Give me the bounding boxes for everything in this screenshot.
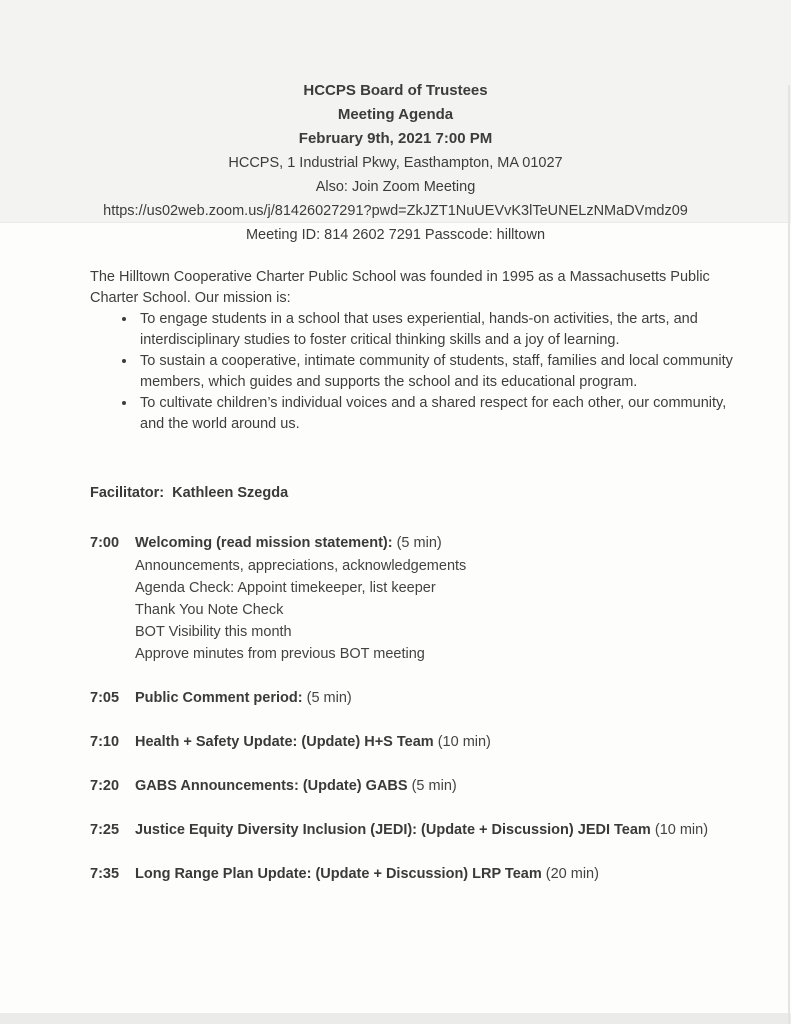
agenda-item-duration: (10 min) <box>654 822 709 838</box>
agenda-item-duration: (5 min) <box>411 778 457 794</box>
agenda-subitem-list <box>135 555 750 665</box>
facilitator-name: Kathleen Szegda <box>172 485 289 501</box>
agenda-item-title: Health + Safety Update: (Update) H+S Team <box>135 734 434 750</box>
mission-bullet: • To engage students in a school that uses experiential, hands-on activities, the arts, and interdisciplinary studies to foster critical thinking skills and a joy of learning. <box>137 309 736 351</box>
agenda-subitem: Thank You Note Check <box>135 602 284 618</box>
agenda-time: 7:10 <box>90 734 120 750</box>
agenda-subitem: Approve minutes from previous BOT meeting <box>135 646 425 662</box>
agenda-item-body <box>135 533 750 665</box>
mission-bullet: • To cultivate children’s individual voices and a shared respect for each other, our community, and the world around us. <box>137 393 736 435</box>
doc-subtitle: Meeting Agenda <box>337 106 454 123</box>
zoom-meeting-url: https://us02web.zoom.us/j/81426027291?pwd=ZkJZT1NuUEVvK3lTeUNELzNMaDVmdz09 <box>103 203 688 219</box>
agenda-item-duration: (5 min) <box>396 535 442 551</box>
agenda-subitem: Announcements, appreciations, acknowledgements <box>135 558 467 574</box>
scan-artifact-right-edge <box>788 85 790 1024</box>
agenda-time: 7:25 <box>90 822 120 838</box>
agenda-item-long-range-plan <box>90 864 750 885</box>
document-header <box>0 0 791 247</box>
agenda-item-duration: (10 min) <box>437 734 491 750</box>
agenda-item-gabs <box>90 776 750 797</box>
mission-intro <box>90 267 736 435</box>
doc-datetime: February 9th, 2021 7:00 PM <box>298 130 493 147</box>
doc-title: HCCPS Board of Trustees <box>303 82 488 99</box>
agenda-item-health-safety <box>90 732 750 753</box>
zoom-meeting-note: Also: Join Zoom Meeting <box>315 179 476 195</box>
agenda-list <box>90 533 750 885</box>
agenda-item-heading <box>135 533 750 554</box>
mission-bullet-list <box>90 309 736 435</box>
agenda-item-welcoming <box>90 533 750 665</box>
agenda-time: 7:20 <box>90 778 120 794</box>
agenda-time: 7:35 <box>90 866 120 882</box>
agenda-item-title: Long Range Plan Update: (Update + Discussion) LRP Team <box>135 866 542 882</box>
agenda-item-duration: (20 min) <box>545 866 599 882</box>
agenda-item-public-comment <box>90 688 750 709</box>
agenda-item-title: Welcoming (read mission statement): <box>135 535 393 551</box>
agenda-item-body <box>135 776 750 797</box>
agenda-item-body <box>135 864 750 885</box>
facilitator-line <box>90 483 791 504</box>
agenda-subitem: Agenda Check: Appoint timekeeper, list keeper <box>135 580 436 596</box>
mission-bullet: • To sustain a cooperative, intimate community of students, staff, families and local community members, which guides and supports the school and its educational program. <box>137 351 736 393</box>
doc-location: HCCPS, 1 Industrial Pkwy, Easthampton, MA 01027 <box>228 155 563 171</box>
mission-paragraph: The Hilltown Cooperative Charter Public School was founded in 1995 as a Massachusetts Public Charter School. Our mission is: <box>90 269 710 306</box>
meeting-id-passcode: Meeting ID: 814 2602 7291 Passcode: hilltown <box>245 227 546 243</box>
agenda-item-jedi <box>90 820 750 841</box>
agenda-item-title: Public Comment period: <box>135 690 303 706</box>
scan-artifact-bottom-band <box>0 1013 791 1024</box>
agenda-item-body <box>135 820 750 841</box>
agenda-subitem: BOT Visibility this month <box>135 624 292 640</box>
facilitator-label: Facilitator: <box>90 485 165 501</box>
agenda-item-title: Justice Equity Diversity Inclusion (JEDI): (Update + Discussion) JEDI Team <box>135 822 651 838</box>
agenda-item-duration: (5 min) <box>306 690 352 706</box>
agenda-time: 7:00 <box>90 535 120 551</box>
agenda-item-body <box>135 688 750 709</box>
agenda-item-body <box>135 732 750 753</box>
agenda-time: 7:05 <box>90 690 120 706</box>
agenda-item-title: GABS Announcements: (Update) GABS <box>135 778 408 794</box>
